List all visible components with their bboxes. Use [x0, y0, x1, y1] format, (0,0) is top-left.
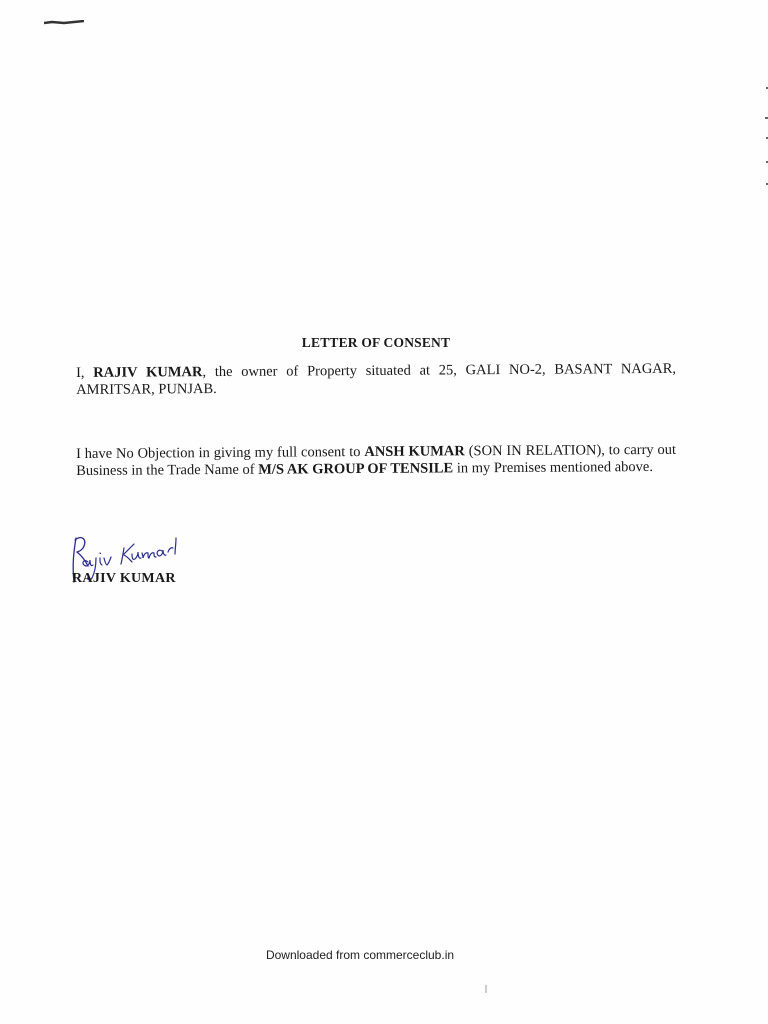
- scan-artifact-tick: [485, 985, 487, 993]
- owner-name: RAJIV KUMAR: [93, 364, 203, 381]
- para2-part1: I have No Objection in giving my full consent to: [76, 443, 365, 462]
- para2-part3: in my Premises mentioned above.: [453, 458, 654, 477]
- letter-title: LETTER OF CONSENT: [301, 335, 451, 350]
- para1-prefix: I,: [76, 364, 94, 381]
- para2-part2: (SON IN RELATION), to carry out Business in the Trade Name of: [76, 441, 677, 479]
- signatory-name: RAJIV KUMAR: [72, 571, 176, 586]
- consentee-name: ANSH KUMAR: [364, 443, 465, 460]
- para1-rest: , the owner of Property situated at 25, GALI NO-2, BASANT NAGAR, AMRITSAR, PUNJAB.: [76, 360, 677, 398]
- trade-name: M/S AK GROUP OF TENSILE: [258, 460, 454, 478]
- edge-scan-marks: [760, 80, 768, 190]
- download-source-footer: Downloaded from commerceclub.in: [265, 948, 455, 962]
- scan-artifact-mark: [44, 20, 84, 26]
- consent-paragraph: [76, 442, 676, 480]
- owner-statement-paragraph: [76, 361, 676, 399]
